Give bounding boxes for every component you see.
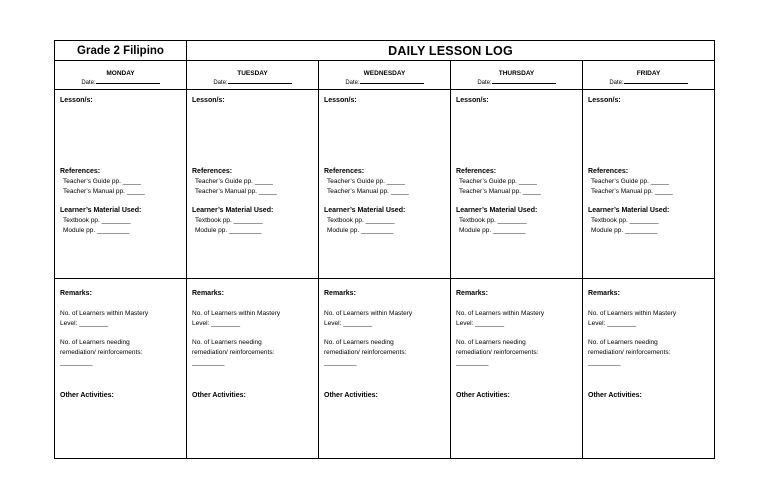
- module-line: Module pp. _________: [63, 227, 130, 234]
- learners-material-label: Learner’s Material Used:: [60, 207, 142, 214]
- module-line: Module pp. _________: [327, 227, 394, 234]
- day-name: FRIDAY: [636, 70, 661, 77]
- other-activities-label: Other Activities:: [324, 392, 378, 399]
- references-label: References:: [456, 168, 497, 175]
- remediation-line: No. of Learners needing: [324, 339, 394, 346]
- textbook-line: Textbook pp. ________: [591, 217, 659, 224]
- textbook-line: Textbook pp. ________: [195, 217, 263, 224]
- teachers-guide-line: Teacher’s Guide pp. _____: [195, 178, 273, 185]
- mastery-level-line: Level: ________: [324, 320, 373, 327]
- mastery-line: No. of Learners within Mastery: [324, 310, 413, 317]
- remediation-blank: _________: [192, 359, 225, 366]
- remediation-blank: _________: [588, 359, 621, 366]
- learners-material-label: Learner’s Material Used:: [324, 207, 406, 214]
- references-label: References:: [192, 168, 233, 175]
- lesson-label: Lesson/s:: [456, 97, 489, 104]
- remediation-line-2: remediation/ reinforcements:: [588, 349, 671, 356]
- date-label: Date:: [81, 80, 96, 86]
- remediation-blank: _________: [324, 359, 357, 366]
- mastery-level-line: Level: ________: [192, 320, 241, 327]
- remarks-label: Remarks:: [456, 290, 488, 297]
- lesson-label: Lesson/s:: [324, 97, 357, 104]
- header-row: [55, 41, 715, 61]
- teachers-manual-line: Teacher’s Manual pp. _____: [195, 188, 277, 195]
- day-header-cell: [451, 61, 583, 90]
- teachers-manual-line: Teacher’s Manual pp. _____: [591, 188, 673, 195]
- date-line: [451, 78, 582, 86]
- other-activities-label: Other Activities:: [588, 392, 642, 399]
- lesson-cell[interactable]: [583, 90, 715, 279]
- lesson-cell[interactable]: [319, 90, 451, 279]
- lesson-plan-row: [55, 90, 715, 279]
- date-label: Date:: [213, 80, 228, 86]
- textbook-line: Textbook pp. ________: [327, 217, 395, 224]
- day-header-cell: [583, 61, 715, 90]
- learners-material-label: Learner’s Material Used:: [588, 207, 670, 214]
- date-label: Date:: [477, 80, 492, 86]
- remediation-line-2: remediation/ reinforcements:: [60, 349, 143, 356]
- remediation-line-2: remediation/ reinforcements:: [456, 349, 539, 356]
- lesson-cell[interactable]: [451, 90, 583, 279]
- textbook-line: Textbook pp. ________: [459, 217, 527, 224]
- date-blank[interactable]: [228, 78, 292, 84]
- lesson-cell[interactable]: [187, 90, 319, 279]
- other-activities-label: Other Activities:: [192, 392, 246, 399]
- remarks-cell[interactable]: [187, 279, 319, 459]
- teachers-manual-line: Teacher’s Manual pp. _____: [63, 188, 145, 195]
- remediation-line: No. of Learners needing: [60, 339, 130, 346]
- mastery-line: No. of Learners within Mastery: [192, 310, 281, 317]
- date-blank[interactable]: [360, 78, 424, 84]
- grade-label: Grade 2 Filipino: [55, 41, 187, 61]
- teachers-guide-line: Teacher’s Guide pp. _____: [63, 178, 141, 185]
- evaluation-row: [55, 279, 715, 459]
- remediation-line-2: remediation/ reinforcements:: [324, 349, 407, 356]
- references-label: References:: [588, 168, 629, 175]
- remediation-line: No. of Learners needing: [192, 339, 262, 346]
- other-activities-label: Other Activities:: [456, 392, 510, 399]
- daily-lesson-log-table: [54, 40, 715, 459]
- date-blank[interactable]: [624, 78, 688, 84]
- date-blank[interactable]: [492, 78, 556, 84]
- teachers-manual-line: Teacher’s Manual pp. _____: [327, 188, 409, 195]
- lesson-label: Lesson/s:: [588, 97, 621, 104]
- day-name: TUESDAY: [237, 70, 268, 77]
- module-line: Module pp. _________: [591, 227, 658, 234]
- remarks-cell[interactable]: [583, 279, 715, 459]
- teachers-guide-line: Teacher’s Guide pp. _____: [459, 178, 537, 185]
- mastery-line: No. of Learners within Mastery: [456, 310, 545, 317]
- mastery-level-line: Level: ________: [588, 320, 637, 327]
- day-header-cell: [55, 61, 187, 90]
- teachers-guide-line: Teacher’s Guide pp. _____: [327, 178, 405, 185]
- day-name: WEDNESDAY: [363, 70, 406, 77]
- references-label: References:: [324, 168, 365, 175]
- remarks-label: Remarks:: [192, 290, 224, 297]
- date-blank[interactable]: [96, 78, 160, 84]
- mastery-level-line: Level: ________: [456, 320, 505, 327]
- mastery-line: No. of Learners within Mastery: [60, 310, 149, 317]
- day-header-cell: [187, 61, 319, 90]
- page-title: DAILY LESSON LOG: [187, 41, 715, 61]
- remarks-cell[interactable]: [451, 279, 583, 459]
- learners-material-label: Learner’s Material Used:: [192, 207, 274, 214]
- day-name: MONDAY: [106, 70, 135, 77]
- remarks-label: Remarks:: [60, 290, 92, 297]
- module-line: Module pp. _________: [195, 227, 262, 234]
- day-name: THURSDAY: [498, 70, 535, 77]
- date-line: [55, 78, 186, 86]
- remarks-label: Remarks:: [588, 290, 620, 297]
- learners-material-label: Learner’s Material Used:: [456, 207, 538, 214]
- references-label: References:: [60, 168, 101, 175]
- teachers-manual-line: Teacher’s Manual pp. _____: [459, 188, 541, 195]
- date-line: [583, 78, 714, 86]
- lesson-label: Lesson/s:: [192, 97, 225, 104]
- other-activities-label: Other Activities:: [60, 392, 114, 399]
- remediation-blank: _________: [60, 359, 93, 366]
- remediation-line: No. of Learners needing: [456, 339, 526, 346]
- day-header-cell: [319, 61, 451, 90]
- mastery-level-line: Level: ________: [60, 320, 109, 327]
- date-label: Date:: [345, 80, 360, 86]
- day-header-row: [55, 61, 715, 90]
- lesson-label: Lesson/s:: [60, 97, 93, 104]
- date-line: [319, 78, 450, 86]
- module-line: Module pp. _________: [459, 227, 526, 234]
- remarks-cell[interactable]: [55, 279, 187, 459]
- textbook-line: Textbook pp. ________: [63, 217, 131, 224]
- remarks-label: Remarks:: [324, 290, 356, 297]
- date-line: [187, 78, 318, 86]
- remediation-line: No. of Learners needing: [588, 339, 658, 346]
- date-label: Date:: [609, 80, 624, 86]
- remediation-line-2: remediation/ reinforcements:: [192, 349, 275, 356]
- lesson-cell[interactable]: [55, 90, 187, 279]
- teachers-guide-line: Teacher’s Guide pp. _____: [591, 178, 669, 185]
- remediation-blank: _________: [456, 359, 489, 366]
- remarks-cell[interactable]: [319, 279, 451, 459]
- mastery-line: No. of Learners within Mastery: [588, 310, 677, 317]
